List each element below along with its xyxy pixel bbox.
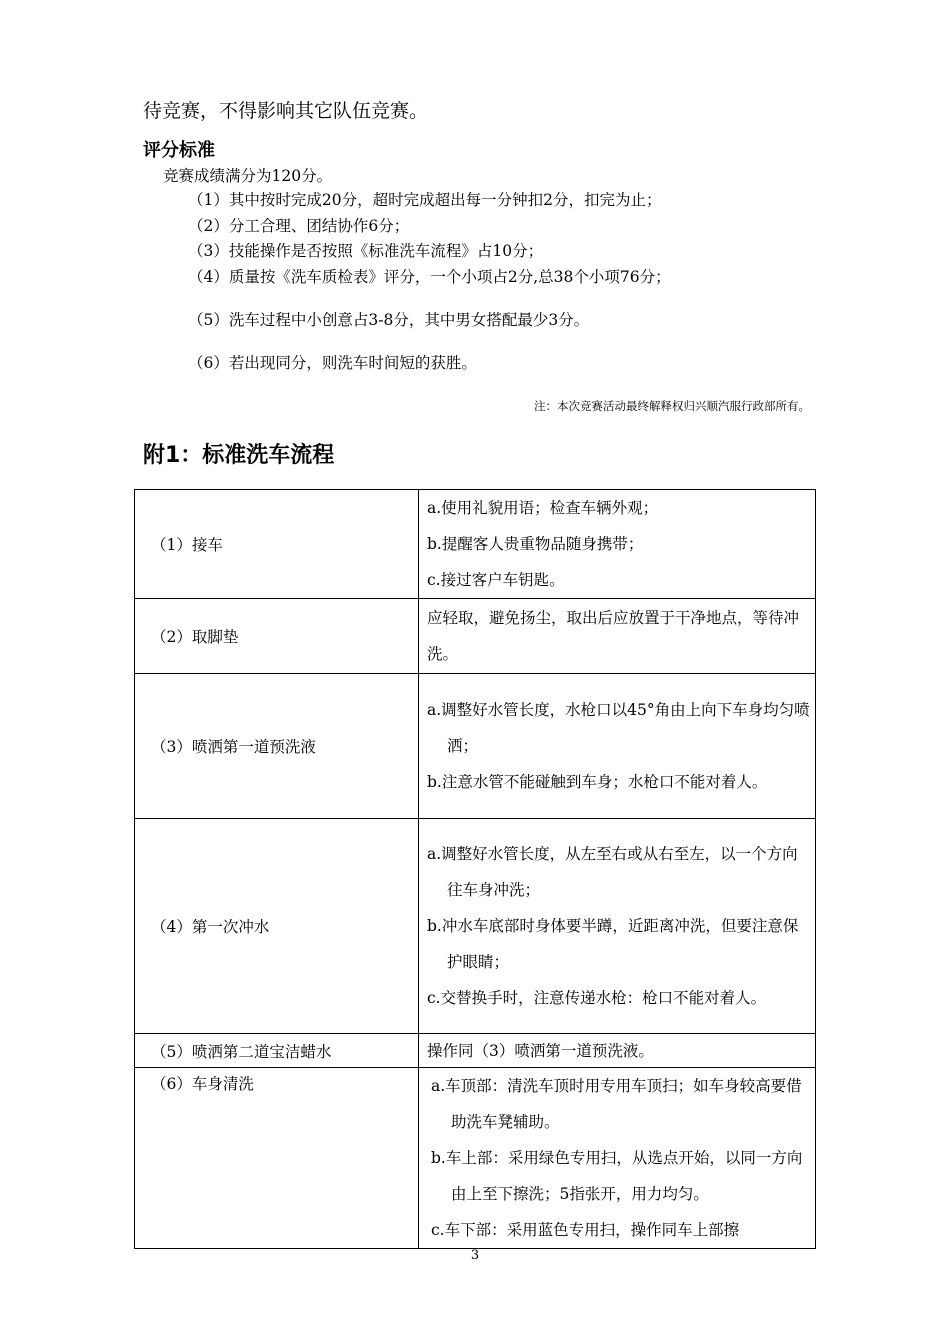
description-line: b.提醒客人贵重物品随身携带； [427, 535, 644, 553]
step-name: （6）车身清洗 [135, 1068, 419, 1249]
description-line: b.车上部：采用绿色专用扫，从选点开始，以同一方向由上至下擦洗；5指张开，用力均匀。 [431, 1149, 803, 1203]
scoring-item: （4）质量按《洗车质检表》评分，一个小项占2分,总38个小项76分； [188, 268, 671, 286]
description-line: b.冲水车底部时身体要半蹲，近距离冲洗，但要注意保护眼睛； [427, 917, 799, 971]
car-wash-flow-table [134, 489, 816, 1249]
table-row [135, 490, 816, 599]
step-name: （2）取脚垫 [135, 599, 419, 674]
description-line: 应轻取，避免扬尘，取出后应放置于干净地点，等待冲洗。 [427, 609, 800, 663]
description-line: a.调整好水管长度，水枪口以45°角由上向下车身均匀喷洒； [427, 701, 810, 755]
step-description [419, 490, 816, 599]
disclaimer-note: 注：本次竞赛活动最终解释权归兴顺汽服行政部所有。 [534, 399, 810, 413]
step-name: （4）第一次冲水 [135, 819, 419, 1034]
scoring-heading: 评分标准 [143, 140, 215, 161]
step-name: （1）接车 [135, 490, 419, 599]
description-line: a.调整好水管长度，从左至右或从右至左，以一个方向往车身冲洗； [427, 845, 798, 899]
scoring-item: （6）若出现同分，则洗车时间短的获胜。 [188, 354, 477, 372]
scoring-item: （1）其中按时完成20分，超时完成超出每一分钟扣2分，扣完为止； [188, 191, 662, 209]
step-description [419, 1034, 816, 1068]
step-description [419, 819, 816, 1034]
scoring-intro: 竞赛成绩满分为120分。 [163, 167, 333, 185]
description-line: c.车下部：采用蓝色专用扫，操作同车上部擦 [431, 1221, 740, 1239]
description-line: 操作同（3）喷洒第一道预洗液。 [427, 1041, 654, 1060]
table-row [135, 1068, 816, 1249]
scoring-item: （2）分工合理、团结协作6分； [188, 217, 410, 235]
table-row [135, 819, 816, 1034]
description-line: c.接过客户车钥匙。 [427, 571, 565, 589]
table-row [135, 599, 816, 674]
scoring-item: （3）技能操作是否按照《标准洗车流程》占10分； [188, 242, 544, 260]
step-description [419, 674, 816, 819]
description-line: c.交替换手时，注意传递水枪：枪口不能对着人。 [427, 989, 767, 1007]
description-line: a.车顶部：清洗车顶时用专用车顶扫；如车身较高要借助洗车凳辅助。 [431, 1077, 802, 1131]
page-number: 3 [470, 1248, 480, 1263]
table-row [135, 674, 816, 819]
step-name: （5）喷洒第二道宝洁蜡水 [135, 1034, 419, 1068]
description-line: a.使用礼貌用语；检查车辆外观； [427, 499, 659, 517]
table-row [135, 1034, 816, 1068]
step-description [419, 1068, 816, 1249]
lead-text: 待竞赛，不得影响其它队伍竞赛。 [143, 100, 429, 122]
step-name: （3）喷洒第一道预洗液 [135, 674, 419, 819]
description-line: b.注意水管不能碰触到车身；水枪口不能对着人。 [427, 773, 768, 791]
scoring-item: （5）洗车过程中小创意占3-8分，其中男女搭配最少3分。 [188, 311, 590, 329]
step-description [419, 599, 816, 674]
annex-title: 附1：标准洗车流程 [143, 443, 335, 468]
